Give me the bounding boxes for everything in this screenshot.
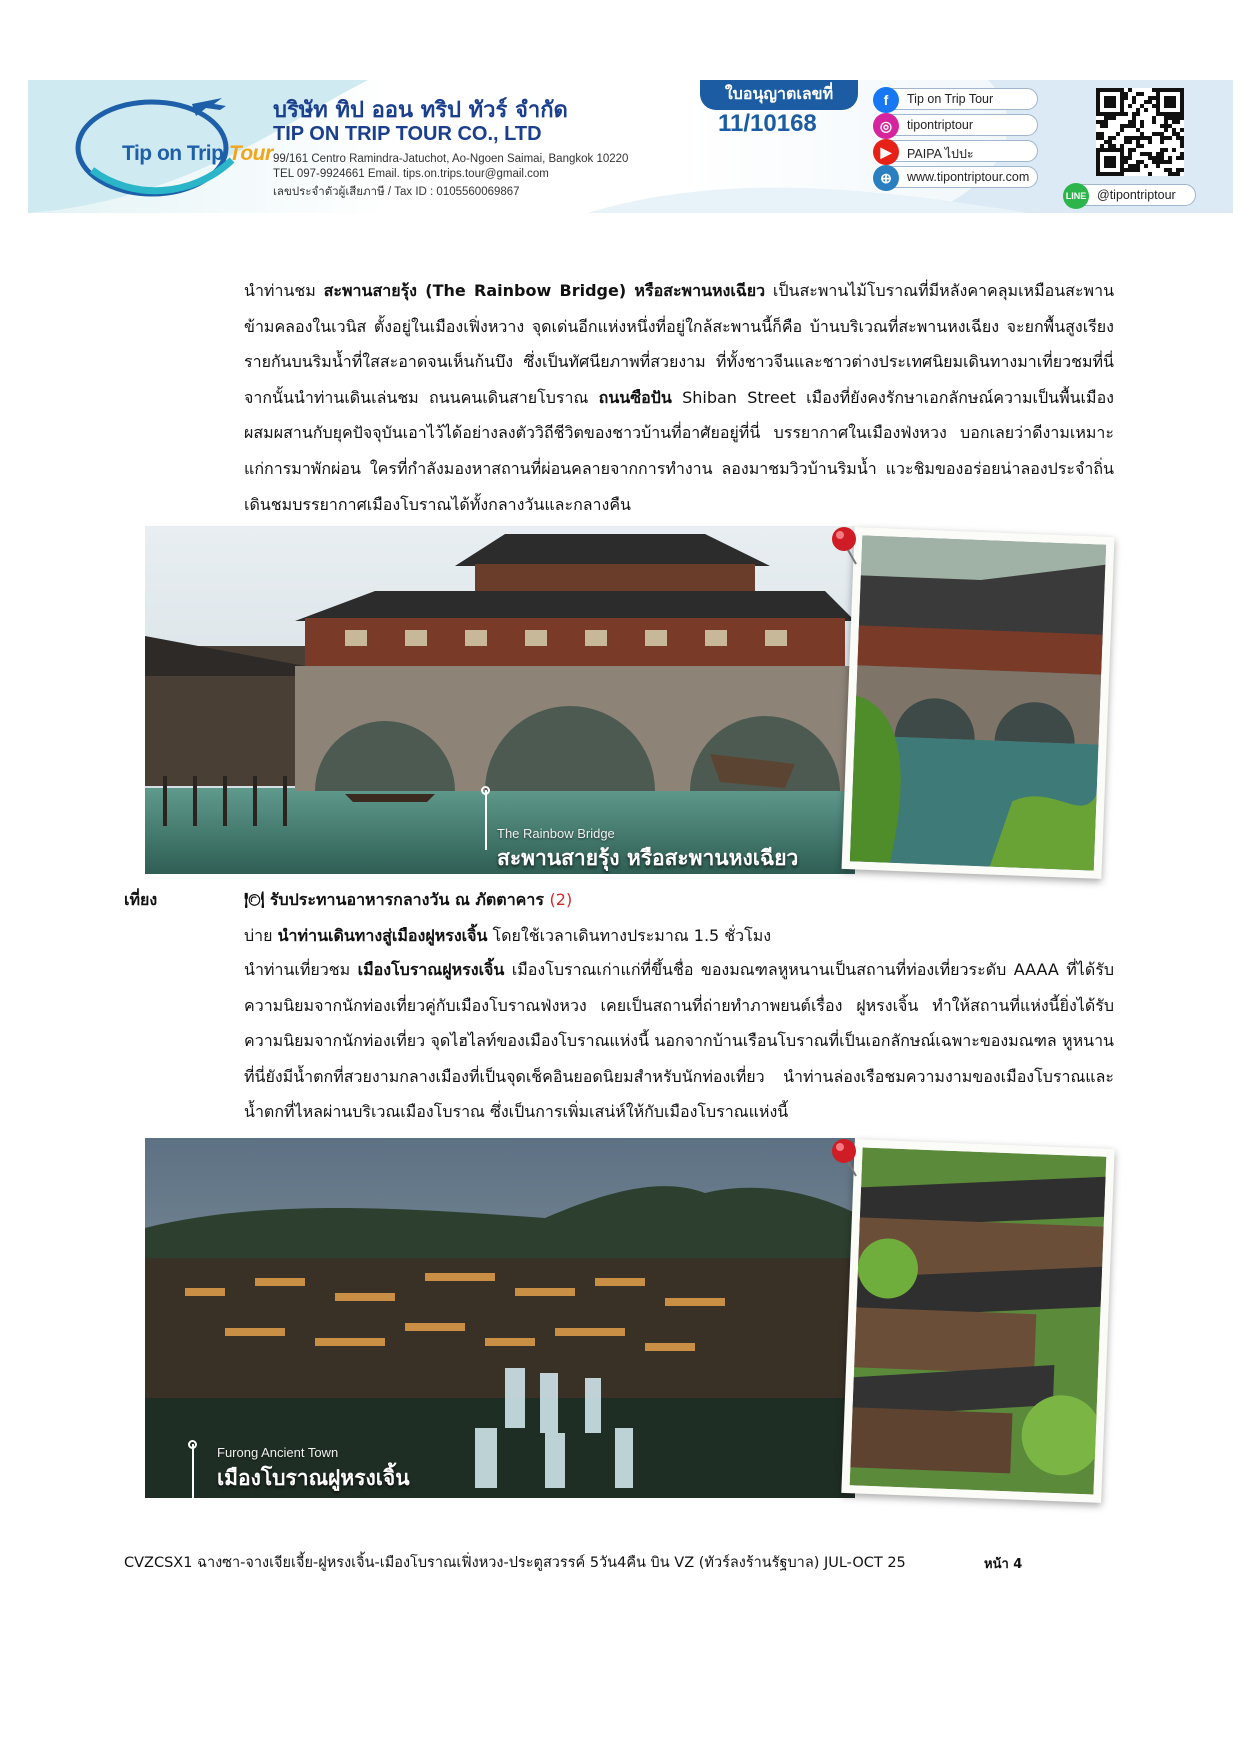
social-label: Tip on Trip Tour (907, 92, 994, 106)
afternoon-travel-line (244, 924, 771, 949)
company-logo[interactable] (72, 90, 273, 202)
afternoon-destination: นำท่านเดินทางสู่เมืองฝูหรงเจิ้น (277, 926, 488, 945)
caption-dot (188, 1440, 197, 1449)
social-link[interactable] (878, 140, 1038, 162)
qr-code-icon[interactable] (1096, 88, 1184, 176)
footer-program-code: CVZCSX1 ฉางซา-จางเจียเจี้ย-ฝูหรงเจิ้น-เมืองโบราณเฟิ่งหวง-ประตูสวรรค์ 5วัน4คืน บิน VZ (ทัวร์ลงร้านรัฐบาล) JUL-OCT 25 (124, 1555, 906, 1571)
social-link[interactable] (878, 166, 1038, 188)
social-label: PAIPA ไปปะ (907, 147, 974, 161)
rainbow-bridge-night-illustration (850, 535, 1106, 870)
paragraph-text: เป็นสะพานไม้โบราณที่มีหลังคาคลุมเหมือนสะพานข้ามคลองในเวนิส ตั้งอยู่ในเมืองเฟิ่งหวาง จุดเด่นอีกแห่งหนึ่งที่อยู่ใกล้สะพานนี้ก็คือ บ้านบริเวณที่สะพานหงเฉียง จะยกพื้นสูงเรียงรายกันบนริมน้ำที่ใสสะอาดจนเห็นก้นบึง ซึ่งเป็นทัศนียภาพที่สวยงาม ที่ทั้งชาวจีนและชาวต่างประเทศนิยมเดินทางมาเที่ยวชมที่นี่ จากนั้นนำท่านเดินเล่นชม ถนนคนเดินสายโบราณ (244, 281, 1115, 407)
page-number: หน้า 4 (984, 1557, 1023, 1572)
meal-time-label: เที่ยง (124, 890, 158, 909)
license-number: 11/10168 (718, 110, 817, 137)
bold-highlight: เมืองโบราณฝูหรงเจิ้น (357, 960, 505, 979)
caption-line (192, 1444, 194, 1498)
rainbow-bridge-polaroid (842, 527, 1115, 879)
facebook-icon: f (873, 87, 899, 113)
map-pin-icon (824, 524, 864, 568)
furong-description (244, 952, 1114, 1130)
instagram-icon: ◎ (873, 113, 899, 139)
meal-count: (2) (549, 890, 573, 909)
afternoon-label: บ่าย (244, 926, 278, 945)
cutlery-icon: 🍽 (244, 890, 265, 909)
header-banner (28, 80, 1233, 213)
furong-town-illustration (145, 1138, 855, 1498)
lunch-line (244, 888, 572, 913)
line-label: @tipontriptour (1097, 188, 1176, 202)
logo-text: Tip on Trip Tour (122, 142, 273, 165)
company-contact: TEL 097-9924661 Email. tips.on.trips.tour@gmail.com (273, 168, 549, 180)
bold-highlight: สะพานสายรุ้ง (The Rainbow Bridge) หรือสะพานหงเฉียว (323, 281, 766, 300)
paragraph-text: เมืองโบราณเก่าแก่ที่ขึ้นชื่อ ของมณฑลหูหนานเป็นสถานที่ท่องเที่ยวระดับ AAAA ที่ได้รับความนิยมจากนักท่องเที่ยวคู่กับเมืองโบราณฟ่งหวง เคยเป็นสถานที่ถ่ายทำภาพยนต์เรื่อง ฝูหรงเจิ้น ทำให้สถานที่แห่งนี้ยิ่งได้รับความนิยมจากนักท่องเที่ยว จุดไฮไลท์ของเมืองโบราณแห่งนี้ นอกจากบ้านเรือนโบราณที่เป็นเอกลักษณ์เฉพาะของมณฑล หูหนาน ที่นี่ยังมีน้ำตกที่สวยงามกลางเมืองที่เป็นจุดเช็คอินยอดนิยมสำหรับนักท่องเที่ยว นำท่านล่องเรือชมความงามของเมืองโบราณและน้ำตกที่ไหลผ่านบริเวณเมืองโบราณ ซึ่งเป็นการเพิ่มเสน่ห์ให้กับเมืองโบราณแห่งนี้ (244, 960, 1114, 1122)
map-pin-icon (824, 1136, 864, 1180)
social-label: www.tipontriptour.com (907, 170, 1030, 184)
company-tax-id: เลขประจำตัวผู้เสียภาษี / Tax ID : 0105560069867 (273, 186, 520, 198)
paragraph-text: นำท่านชม (244, 281, 324, 300)
company-address: 99/161 Centro Ramindra-Jatuchot, Ao-Ngoen Saimai, Bangkok 10220 (273, 153, 629, 165)
website-icon: ⊕ (873, 165, 899, 191)
caption-thai: เมืองโบราณฝูหรงเจิ้น (217, 1466, 410, 1490)
caption-thai: สะพานสายรุ้ง หรือสะพานหงเฉียว (497, 846, 799, 870)
company-name-thai: บริษัท ทิป ออน ทริป ทัวร์ จำกัด (273, 98, 568, 123)
caption-line (485, 790, 487, 850)
rainbow-bridge-illustration (145, 526, 855, 874)
company-name-english: TIP ON TRIP TOUR CO., LTD (273, 123, 542, 145)
paragraph-text: Shiban Street เมืองที่ยังคงรักษาเอกลักษณ์ความเป็นพื้นเมืองผสมผสานกับยุคปัจจุบันเอาไว้ได้อย่างลงตัววิถีชีวิตของชาวบ้านที่อาศัยอยู่ที่นี่ บรรยากาศในเมืองฟ่งหวง บอกเลยว่าดีงามเหมาะแก่การมาพักผ่อน ใครที่กำลังมองหาสถานที่ผ่อนคลายจากการทำงาน ลองมาชมวิวบ้านริมน้ำ แวะชิมของอร่อยน่าลองประจำถิ่น เดินชมบรรยากาศเมืองโบราณได้ทั้งกลางวันและกลางคืน (244, 387, 1114, 514)
furong-town-polaroid (841, 1139, 1114, 1503)
line-icon: LINE (1063, 183, 1089, 209)
lunch-text: รับประทานอาหารกลางวัน ณ ภัตตาคาร (269, 890, 544, 909)
rainbow-bridge-description (244, 273, 1114, 522)
bold-highlight: ถนนซือปัน (598, 387, 672, 407)
caption-english: Furong Ancient Town (217, 1445, 339, 1460)
social-link[interactable] (878, 114, 1038, 136)
caption-dot (481, 786, 490, 795)
youtube-icon: ▶ (873, 139, 899, 165)
caption-english: The Rainbow Bridge (497, 826, 615, 841)
furong-houses-illustration (850, 1147, 1107, 1494)
rainbow-bridge-photo (145, 526, 855, 874)
social-label: tipontriptour (907, 118, 974, 132)
afternoon-duration: โดยใช้เวลาเดินทางประมาณ 1.5 ชั่วโมง (487, 926, 772, 945)
furong-town-photo (145, 1138, 855, 1498)
social-link[interactable] (878, 88, 1038, 110)
license-label: ใบอนุญาตเลขที่ (700, 80, 858, 110)
paragraph-text: นำท่านเที่ยวชม (244, 960, 358, 979)
line-contact[interactable] (1065, 184, 1196, 206)
